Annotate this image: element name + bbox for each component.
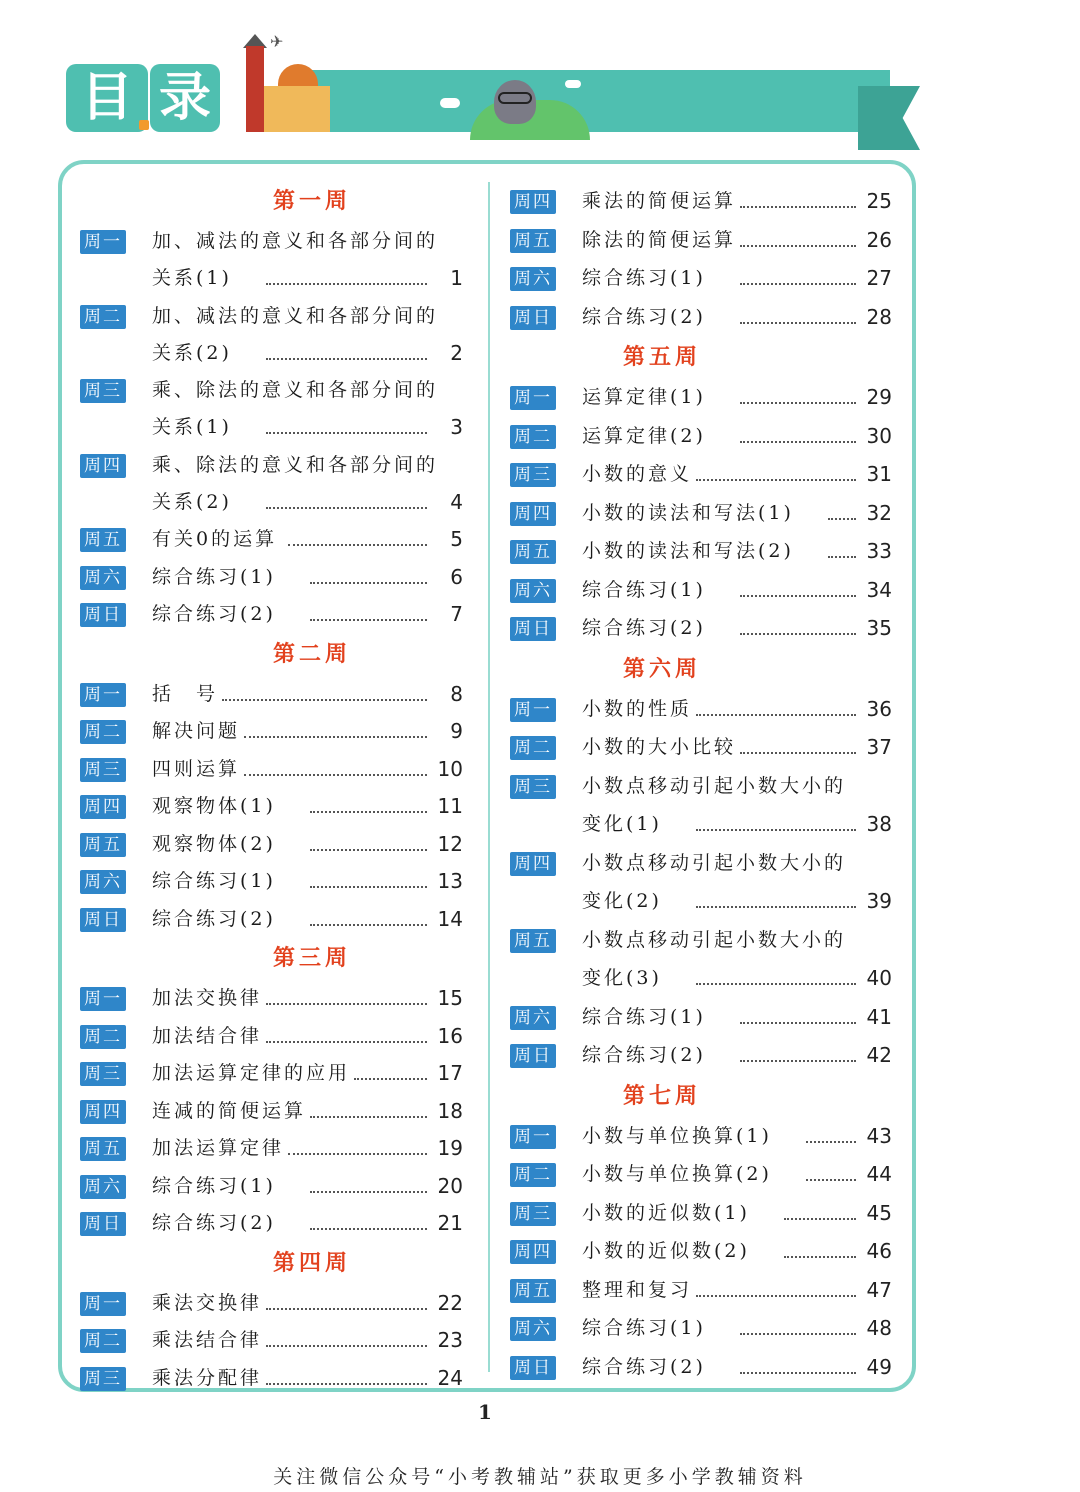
entry-title: 括 号: [152, 682, 219, 705]
day-badge: 周一: [510, 1125, 556, 1149]
cloud-icon: [565, 80, 581, 88]
page-ref: 44: [866, 1162, 892, 1186]
dot-leader: [222, 699, 427, 701]
toc-entry[interactable]: [80, 1363, 470, 1401]
toc-entry[interactable]: [510, 848, 900, 913]
day-badge: 周四: [80, 795, 126, 819]
day-badge: 周三: [80, 758, 126, 782]
entry-title: 小数与单位换算(1): [582, 1124, 772, 1147]
toc-entry[interactable]: [80, 450, 470, 514]
dot-leader: [740, 322, 856, 324]
day-badge: 周四: [510, 190, 556, 214]
toc-entry[interactable]: [80, 983, 470, 1021]
entry-title: 关系(2): [152, 341, 232, 364]
dot-leader: [740, 283, 856, 285]
page-ref: 45: [866, 1200, 892, 1225]
day-badge: 周三: [80, 1062, 126, 1086]
week-heading: 第七周: [622, 1083, 701, 1109]
entry-title: 综合练习(1): [152, 870, 276, 892]
toc-entry[interactable]: [510, 575, 900, 613]
page-ref: 16: [437, 1023, 463, 1048]
page-ref: 39: [866, 889, 892, 913]
dot-leader: [288, 1153, 427, 1155]
day-badge: 周五: [80, 528, 126, 552]
day-badge: 周二: [510, 736, 556, 760]
page-ref: 25: [866, 189, 892, 213]
day-badge: 周二: [80, 720, 126, 744]
entry-title: 乘法的简便运算: [582, 190, 737, 212]
entry-title: 连减的简便运算: [152, 1099, 307, 1122]
day-badge: 周一: [510, 698, 556, 722]
page-ref: 42: [866, 1043, 892, 1067]
dot-leader: [740, 1060, 856, 1062]
entry-title: 小数的近似数(2): [582, 1240, 750, 1262]
entry-title: 综合练习(2): [582, 617, 706, 639]
entry-title: 小数与单位换算(2): [582, 1163, 772, 1185]
page-ref: 7: [450, 602, 463, 626]
page-ref: 1: [450, 266, 463, 290]
page-ref: 27: [866, 266, 892, 290]
toc-entry[interactable]: [80, 1058, 470, 1096]
page-ref: 23: [437, 1328, 463, 1352]
entry-title: 小数点移动引起小数大小的: [582, 851, 847, 874]
entry-title: 乘法交换律: [152, 1291, 263, 1314]
entry-title: 乘法结合律: [152, 1329, 263, 1351]
day-badge: 周五: [510, 229, 556, 253]
toc-entry[interactable]: [80, 829, 470, 867]
dot-leader: [310, 811, 427, 813]
dot-leader: [310, 582, 427, 584]
toc-entry[interactable]: [510, 613, 900, 651]
dot-leader: [828, 518, 856, 520]
toc-entry[interactable]: [80, 1325, 470, 1363]
dot-leader: [310, 1116, 427, 1118]
day-badge: 周日: [80, 603, 126, 627]
day-badge: 周日: [510, 617, 556, 641]
page-ref: 32: [866, 500, 892, 525]
entry-title: 运算定律(2): [582, 424, 706, 447]
entry-title: 小数的性质: [582, 697, 693, 720]
toc-entry[interactable]: [510, 421, 900, 459]
toc-entry[interactable]: [510, 1002, 900, 1040]
toc-entry[interactable]: [510, 1040, 900, 1078]
title-dot: [139, 120, 149, 130]
page-ref: 13: [437, 869, 463, 893]
entry-title: 小数的读法和写法(1): [582, 501, 794, 524]
week-heading: 第二周: [272, 641, 351, 667]
day-badge: 周日: [510, 306, 556, 330]
entry-title: 关系(1): [152, 416, 232, 438]
toc-entry[interactable]: [510, 1198, 900, 1236]
entry-title: 综合练习(2): [152, 603, 276, 625]
dot-leader: [266, 1308, 427, 1310]
page-ref: 15: [437, 986, 463, 1010]
day-badge: 周日: [510, 1044, 556, 1068]
day-badge: 周二: [80, 1329, 126, 1353]
page-ref: 31: [866, 462, 892, 486]
glasses-icon: [498, 92, 532, 104]
dot-leader: [740, 206, 856, 208]
day-badge: 周一: [80, 1292, 126, 1316]
entry-title: 小数的意义: [582, 463, 693, 485]
page-ref: 41: [866, 1004, 892, 1029]
toc-entry[interactable]: [80, 1288, 470, 1326]
dot-leader: [696, 829, 856, 831]
toc-entry[interactable]: [510, 771, 900, 836]
toc-entry[interactable]: [510, 1121, 900, 1159]
page-ref: 48: [866, 1316, 892, 1340]
toc-entry[interactable]: [510, 1159, 900, 1197]
header-banner: [300, 70, 890, 132]
dot-leader: [696, 1295, 856, 1297]
entry-title: 综合练习(1): [582, 1005, 706, 1028]
toc-entry[interactable]: [80, 679, 470, 717]
toc-entry[interactable]: [510, 263, 900, 301]
entry-title: 综合练习(2): [582, 305, 706, 328]
entry-title: 加法运算定律的应用: [152, 1062, 351, 1084]
entry-title: 加法交换律: [152, 987, 263, 1009]
entry-title: 乘法分配律: [152, 1366, 263, 1389]
page-ref: 37: [866, 735, 892, 759]
entry-title: 变化(2): [582, 890, 662, 912]
toc-entry[interactable]: [80, 1133, 470, 1171]
page-ref: 12: [437, 831, 463, 856]
entry-title: 解决问题: [152, 720, 241, 742]
entry-title: 小数的大小比较: [582, 736, 737, 758]
page-ref: 29: [866, 385, 892, 409]
page-ref: 43: [866, 1123, 892, 1148]
page-header: [0, 0, 1080, 160]
day-badge: 周六: [80, 870, 126, 894]
entry-title: 综合练习(1): [152, 565, 276, 588]
dot-leader: [696, 479, 856, 481]
dot-leader: [310, 1228, 427, 1230]
dot-leader: [288, 544, 427, 546]
toc-entry[interactable]: [80, 866, 470, 904]
entry-title: 综合练习(1): [582, 578, 706, 601]
page-ref: 24: [437, 1365, 463, 1390]
page-ref: 34: [866, 577, 892, 602]
day-badge: 周二: [510, 425, 556, 449]
dot-leader: [740, 1372, 856, 1374]
entry-title: 综合练习(2): [582, 1355, 706, 1378]
dot-leader: [310, 924, 427, 926]
dot-leader: [310, 1191, 427, 1193]
entry-title: 小数的近似数(1): [582, 1201, 750, 1224]
toc-entry[interactable]: [510, 186, 900, 224]
dot-leader: [828, 556, 856, 558]
day-badge: 周六: [510, 1317, 556, 1341]
week-heading: 第六周: [622, 656, 701, 682]
page-ref: 6: [450, 564, 463, 589]
day-badge: 周一: [80, 683, 126, 707]
dot-leader: [266, 1345, 427, 1347]
day-badge: 周四: [510, 1240, 556, 1264]
page-ref: 18: [437, 1098, 463, 1123]
toc-entry[interactable]: [510, 536, 900, 574]
toc-entry[interactable]: [80, 375, 470, 439]
day-badge: 周六: [510, 579, 556, 603]
toc-entry[interactable]: [80, 1171, 470, 1209]
day-badge: 周三: [80, 1367, 126, 1391]
day-badge: 周日: [80, 908, 126, 932]
day-badge: 周三: [80, 379, 126, 403]
page-ref: 9: [450, 719, 463, 743]
page-ref: 4: [450, 489, 463, 514]
day-badge: 周六: [80, 1175, 126, 1199]
toc-entry[interactable]: [80, 599, 470, 637]
page-ref: 30: [866, 423, 892, 448]
toc-entry[interactable]: [80, 562, 470, 600]
page-ref: 20: [437, 1173, 463, 1198]
day-badge: 周五: [80, 833, 126, 857]
toc-entry[interactable]: [80, 791, 470, 829]
toc-entry[interactable]: [80, 524, 470, 562]
toc-entry[interactable]: [80, 904, 470, 942]
entry-title: 综合练习(1): [582, 1317, 706, 1339]
entry-title: 关系(2): [152, 490, 232, 513]
page-number: 1: [478, 1400, 492, 1424]
page-ref: 47: [866, 1277, 892, 1302]
day-badge: 周六: [80, 566, 126, 590]
dot-leader: [784, 1256, 856, 1258]
dot-leader: [354, 1078, 427, 1080]
toc-entry[interactable]: [510, 302, 900, 340]
dot-leader: [266, 283, 427, 285]
page-ref: 5: [450, 527, 463, 551]
dot-leader: [266, 507, 427, 509]
page-ref: 38: [866, 812, 892, 836]
entry-title: 整理和复习: [582, 1278, 693, 1301]
page-ref: 49: [866, 1354, 892, 1379]
day-badge: 周一: [80, 987, 126, 1011]
week-heading: 第四周: [272, 1250, 351, 1276]
dot-leader: [696, 983, 856, 985]
toc-entry[interactable]: [80, 226, 470, 290]
day-badge: 周二: [510, 1163, 556, 1187]
day-badge: 周四: [510, 852, 556, 876]
entry-title: 变化(1): [582, 813, 662, 835]
dot-leader: [740, 441, 856, 443]
dot-leader: [696, 906, 856, 908]
toc-entry[interactable]: [510, 459, 900, 497]
day-badge: 周五: [510, 929, 556, 953]
toc-entry[interactable]: [510, 925, 900, 990]
page-ref: 11: [437, 794, 463, 818]
dot-leader: [266, 1003, 427, 1005]
entry-title: 综合练习(1): [152, 1174, 276, 1197]
entry-title: 变化(3): [582, 967, 662, 989]
day-badge: 周五: [80, 1137, 126, 1161]
church-illustration: [264, 86, 330, 132]
day-badge: 周日: [80, 1212, 126, 1236]
entry-title: 加、减法的意义和各部分间的: [152, 230, 439, 252]
dot-leader: [310, 886, 427, 888]
page-ref: 3: [450, 415, 463, 439]
toc-entry[interactable]: [510, 1313, 900, 1351]
entry-title: 观察物体(2): [152, 832, 276, 855]
entry-title: 综合练习(2): [582, 1044, 706, 1066]
day-badge: 周三: [510, 775, 556, 799]
page-ref: 36: [866, 696, 892, 721]
entry-title: 小数的读法和写法(2): [582, 540, 794, 562]
entry-title: 加法结合律: [152, 1024, 263, 1047]
dot-leader: [740, 245, 856, 247]
page-ref: 40: [866, 966, 892, 990]
dot-leader: [740, 752, 856, 754]
week-heading: 第一周: [272, 189, 351, 214]
toc-entry[interactable]: [80, 1021, 470, 1059]
day-badge: 周一: [80, 230, 126, 254]
entry-title: 运算定律(1): [582, 386, 706, 408]
dot-leader: [740, 1022, 856, 1024]
week-heading: 第五周: [622, 345, 701, 370]
day-badge: 周一: [510, 386, 556, 410]
page-ref: 19: [437, 1136, 463, 1160]
page-ref: 21: [437, 1211, 463, 1235]
toc-entry[interactable]: [80, 716, 470, 754]
dot-leader: [740, 595, 856, 597]
day-badge: 周二: [80, 305, 126, 329]
day-badge: 周四: [80, 1100, 126, 1124]
dot-leader: [310, 849, 427, 851]
dot-leader: [244, 736, 427, 738]
airplane-icon: ✈: [270, 32, 284, 51]
dot-leader: [266, 1383, 427, 1385]
page-ref: 22: [437, 1290, 463, 1315]
page-ref: 33: [866, 539, 892, 563]
toc-entry[interactable]: [510, 1352, 900, 1390]
entry-title: 小数点移动引起小数大小的: [582, 774, 847, 797]
entry-title: 综合练习(2): [152, 1212, 276, 1234]
dot-leader: [266, 358, 427, 360]
page-ref: 28: [866, 304, 892, 329]
toc-entry[interactable]: [80, 301, 470, 365]
day-badge: 周三: [510, 463, 556, 487]
day-badge: 周六: [510, 267, 556, 291]
toc-entry[interactable]: [510, 498, 900, 536]
entry-title: 综合练习(2): [152, 907, 276, 930]
entry-title: 观察物体(1): [152, 795, 276, 817]
dot-leader: [266, 1041, 427, 1043]
entry-title: 综合练习(1): [582, 267, 706, 289]
dot-leader: [784, 1218, 856, 1220]
toc-entry[interactable]: [80, 754, 470, 792]
toc-entry[interactable]: [510, 225, 900, 263]
entry-title: 乘、除法的意义和各部分间的: [152, 453, 439, 476]
entry-title: 除法的简便运算: [582, 228, 737, 251]
page-ref: 46: [866, 1239, 892, 1263]
tower-illustration: [246, 46, 264, 132]
dot-leader: [244, 774, 427, 776]
dot-leader: [740, 1333, 856, 1335]
page-title-char-1: 目: [66, 64, 148, 132]
page-ref: 2: [450, 340, 463, 365]
entry-title: 乘、除法的意义和各部分间的: [152, 379, 439, 401]
page-ref: 8: [450, 681, 463, 706]
dot-leader: [806, 1141, 856, 1143]
cloud-icon: [440, 98, 460, 108]
day-badge: 周二: [80, 1025, 126, 1049]
day-badge: 周六: [510, 1006, 556, 1030]
page-ref: 14: [437, 906, 463, 931]
page-ref: 17: [437, 1061, 463, 1085]
entry-title: 小数点移动引起小数大小的: [582, 928, 847, 951]
day-badge: 周四: [510, 502, 556, 526]
page-ref: 35: [866, 616, 892, 640]
entry-title: 有关0的运算: [152, 528, 278, 550]
toc-entry[interactable]: [510, 1275, 900, 1313]
toc-entry[interactable]: [510, 1236, 900, 1274]
day-badge: 周四: [80, 454, 126, 478]
dot-leader: [696, 714, 856, 716]
dot-leader: [266, 432, 427, 434]
dot-leader: [806, 1179, 856, 1181]
column-divider: [488, 182, 490, 1372]
toc-entry[interactable]: [510, 694, 900, 732]
dot-leader: [310, 619, 427, 621]
toc-entry[interactable]: [80, 1096, 470, 1134]
toc-entry[interactable]: [510, 382, 900, 420]
entry-title: 加法运算定律: [152, 1137, 285, 1159]
entry-title: 加、减法的意义和各部分间的: [152, 304, 439, 327]
page-ref: 10: [437, 756, 463, 781]
toc-entry[interactable]: [510, 732, 900, 770]
banner-ribbon-tail: [858, 86, 920, 150]
day-badge: 周五: [510, 1279, 556, 1303]
entry-title: 关系(1): [152, 267, 232, 289]
day-badge: 周日: [510, 1356, 556, 1380]
dot-leader: [740, 402, 856, 404]
toc-entry[interactable]: [80, 1208, 470, 1246]
entry-title: 四则运算: [152, 757, 241, 780]
page-ref: 26: [866, 227, 892, 252]
day-badge: 周五: [510, 540, 556, 564]
dot-leader: [740, 633, 856, 635]
page-title-char-2: 录: [150, 64, 220, 132]
footer-note: 关注微信公众号“小考教辅站”获取更多小学教辅资料: [273, 1466, 807, 1488]
week-heading: 第三周: [272, 946, 351, 971]
day-badge: 周三: [510, 1202, 556, 1226]
